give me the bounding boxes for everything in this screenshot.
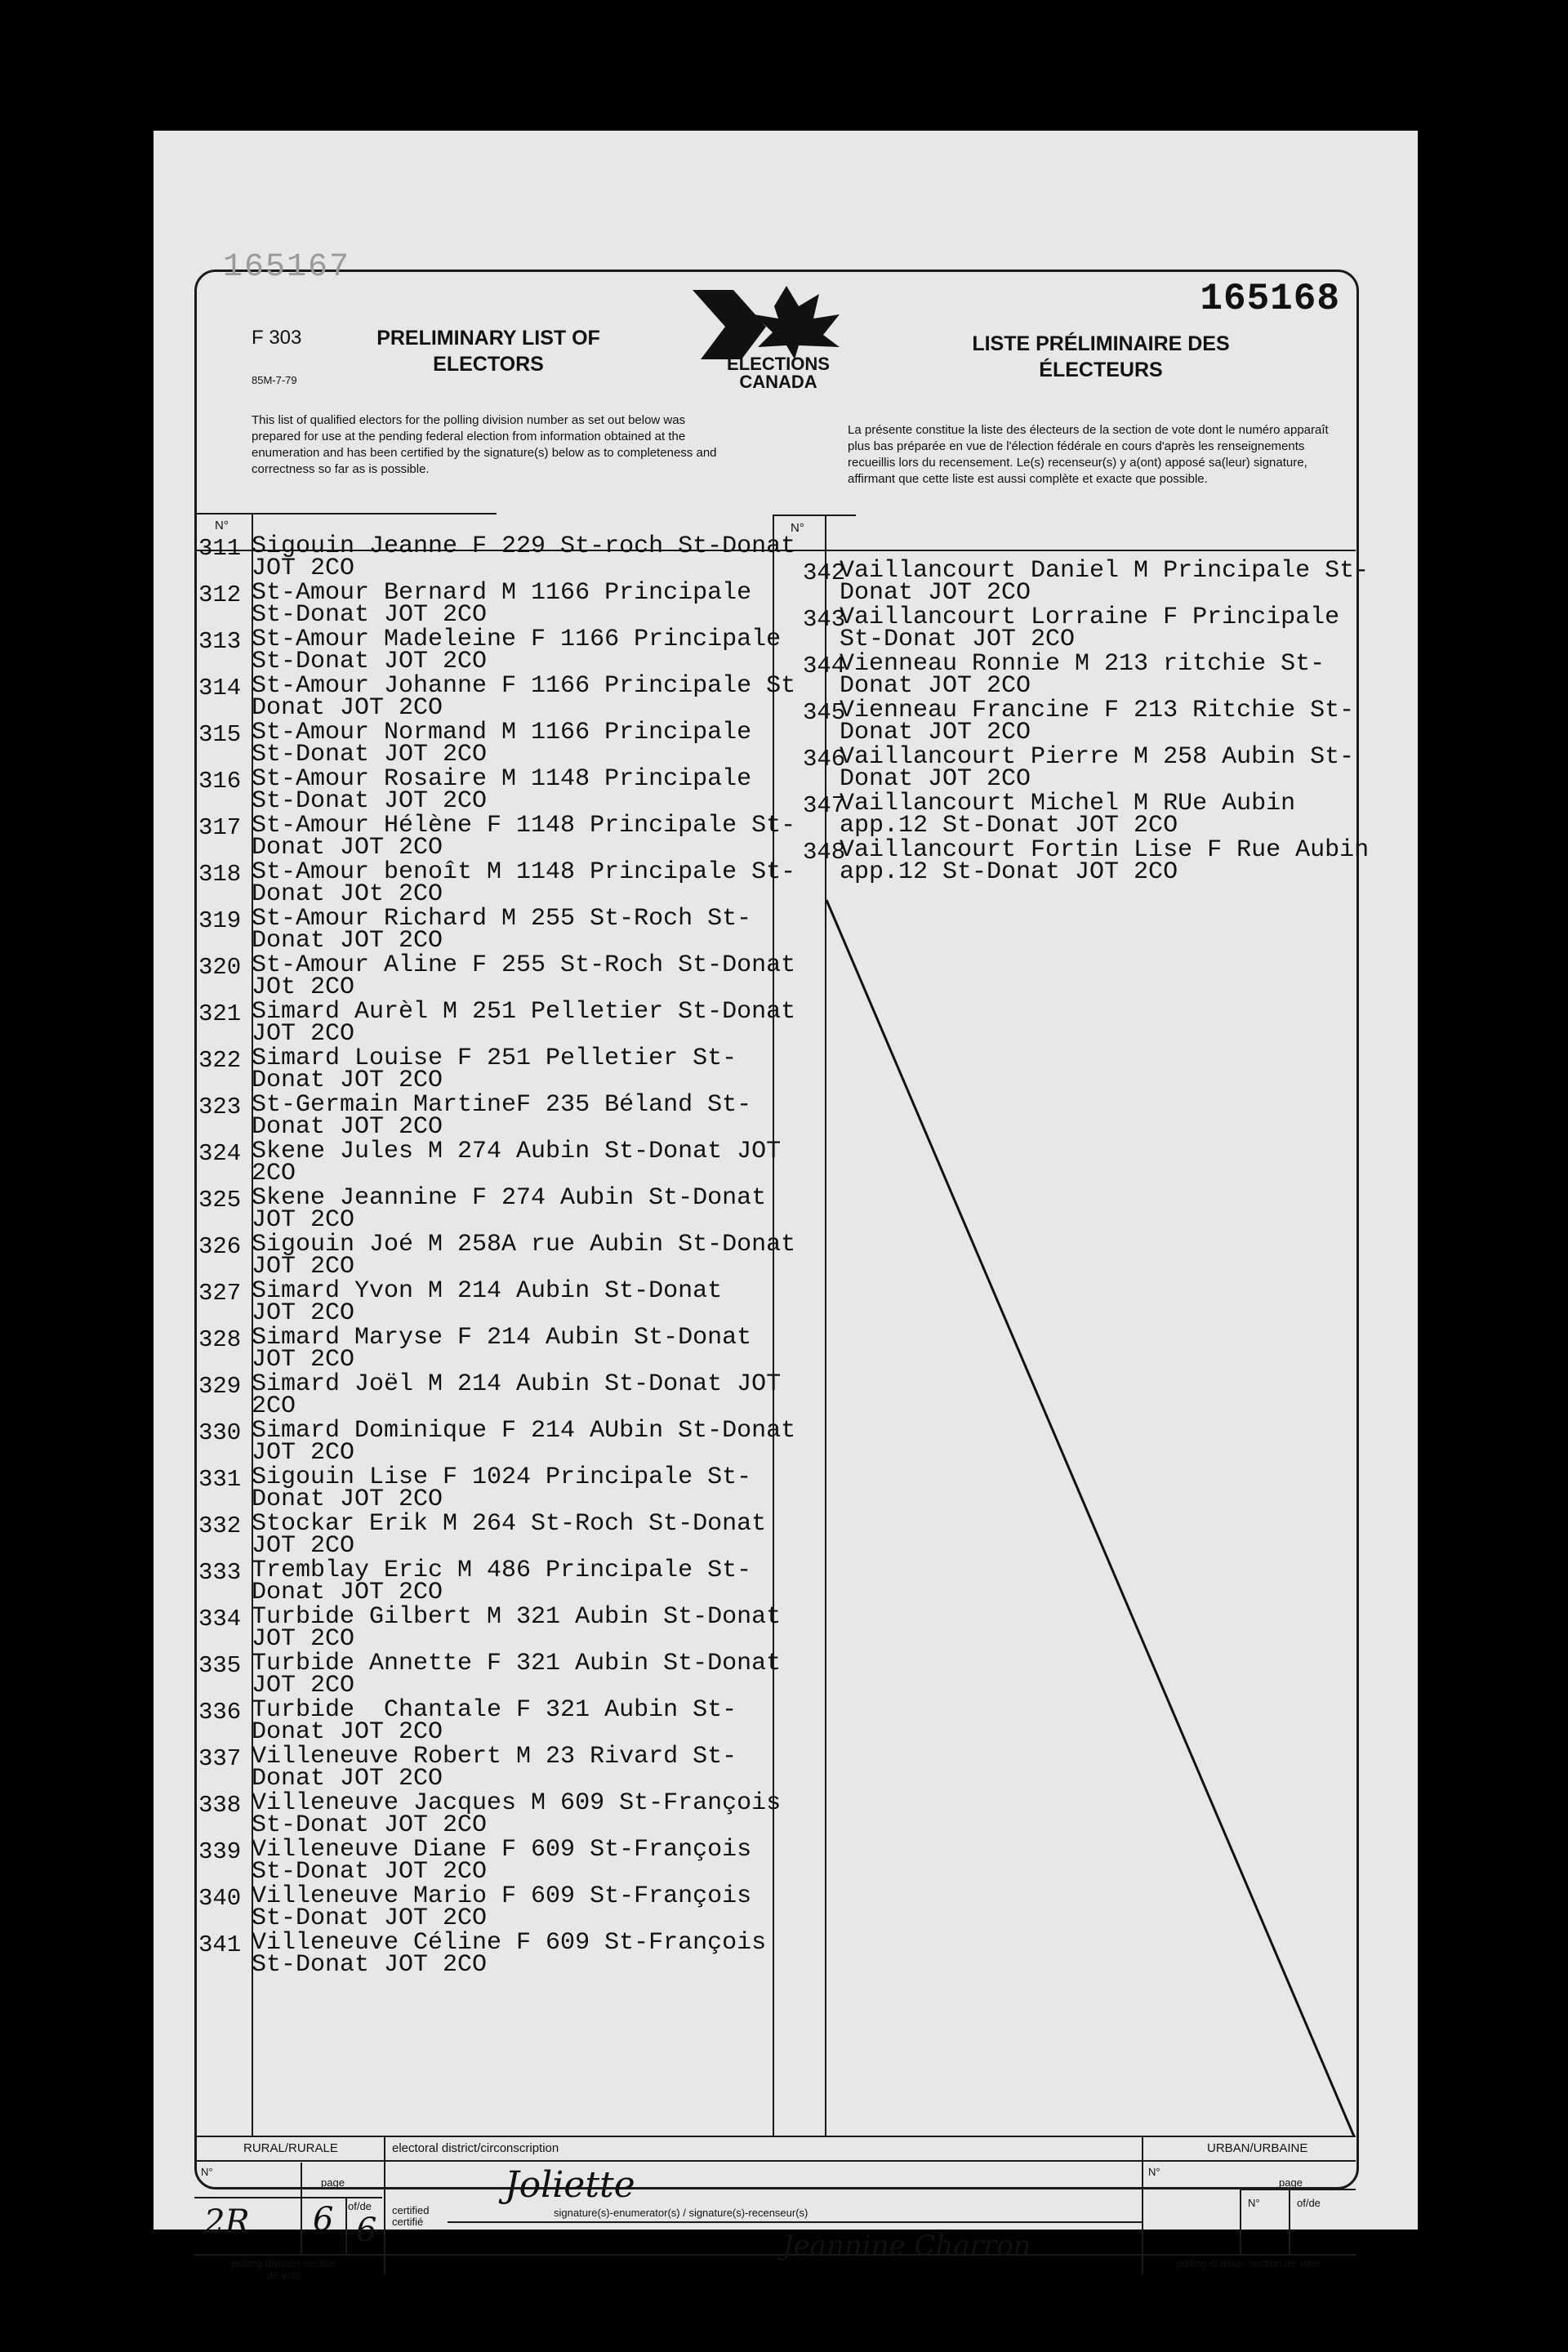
elector-line-2: Donat JOT 2CO xyxy=(840,672,1031,700)
rural-of-value: 6 xyxy=(356,2212,377,2249)
rural-polling-label: polling division section de vote xyxy=(231,2257,337,2281)
elector-line-1: St-Amour Bernard M 1166 Principale xyxy=(252,579,752,607)
entry-number: 348 xyxy=(803,839,846,866)
rural-number-value: 2R xyxy=(204,2203,250,2241)
footer-rule xyxy=(1142,2136,1143,2274)
elector-line-1: Villeneuve Diane F 609 St-François xyxy=(252,1836,752,1864)
district-label: electoral district/circonscription xyxy=(392,2141,559,2155)
elector-line-2: Donat JOT 2CO xyxy=(840,719,1031,746)
entry-number: 333 xyxy=(198,1559,242,1586)
strike-through-line xyxy=(825,898,1356,2140)
entry-number: 311 xyxy=(198,535,242,562)
elector-line-1: Villeneuve Mario F 609 St-François xyxy=(252,1882,752,1910)
urban-no-label: N° xyxy=(1148,2166,1160,2178)
elector-line-1: Sigouin Jeanne F 229 St-roch St-Donat xyxy=(252,532,796,560)
elector-line-2: St-Donat JOT 2CO xyxy=(252,1951,488,1979)
certified-label: certified certifié xyxy=(392,2204,430,2228)
entry-number: 323 xyxy=(198,1094,242,1120)
entry-number: 326 xyxy=(198,1233,242,1260)
elector-line-1: Stockar Erik M 264 St-Roch St-Donat xyxy=(252,1510,767,1538)
elector-line-2: St-Donat JOT 2CO xyxy=(252,1858,488,1886)
elector-line-2: Donat JOt 2CO xyxy=(252,880,443,908)
entry-number: 313 xyxy=(198,628,242,655)
elector-line-2: St-Donat JOT 2CO xyxy=(252,1811,488,1839)
number-column-header-right: N° xyxy=(791,521,804,535)
elector-line-1: St-Amour Madeleine F 1166 Principale xyxy=(252,626,782,653)
elector-line-1: Tremblay Eric M 486 Principale St- xyxy=(252,1557,752,1584)
elector-line-2: JOT 2CO xyxy=(252,555,355,582)
entry-number: 346 xyxy=(803,746,846,773)
footer-rule xyxy=(1142,2254,1356,2256)
entry-number: 339 xyxy=(198,1838,242,1865)
elector-line-1: St-Amour Johanne F 1166 Principale St xyxy=(252,672,796,700)
description-french: La présente constitue la liste des électeurs de la section de vote dont le numéro apparaît plus bas préparée en vue de l'élection fédérale en cours d'après les renseignements recueillis lors du recensement. Le(s) recenseur(s) y a(ont) apposé sa(leur) signature, affirmant que cette liste est aussi complète et exacte que possible. xyxy=(848,423,1329,486)
entry-number: 324 xyxy=(198,1140,242,1167)
urban-polling-label: polling division section de vote xyxy=(1176,2257,1320,2270)
elector-line-1: St-Amour Hélène F 1148 Principale St- xyxy=(252,812,796,840)
footer-rule xyxy=(194,2197,382,2198)
elector-line-1: Vaillancourt Pierre M 258 Aubin St- xyxy=(840,743,1355,771)
elector-line-2: JOT 2CO xyxy=(252,1532,355,1560)
entry-number: 340 xyxy=(198,1885,242,1912)
enumerator-signature: Jeannine Charron xyxy=(782,2230,1031,2262)
footer-rule xyxy=(1240,2189,1356,2190)
elector-line-2: Donat JOT 2CO xyxy=(252,1765,443,1793)
entry-number: 330 xyxy=(198,1419,242,1446)
elector-line-2: 2CO xyxy=(252,1392,296,1420)
entry-number: 331 xyxy=(198,1466,242,1493)
elector-line-2: St-Donat JOT 2CO xyxy=(252,601,488,629)
entry-number: 329 xyxy=(198,1373,242,1400)
elector-line-2: Donat JOT 2CO xyxy=(252,694,443,722)
elector-line-2: St-Donat JOT 2CO xyxy=(252,787,488,815)
footer-rule xyxy=(384,2136,385,2274)
elector-line-1: Vaillancourt Fortin Lise F Rue Aubin xyxy=(840,836,1370,864)
entry-number: 332 xyxy=(198,1512,242,1539)
elector-line-2: JOT 2CO xyxy=(252,1299,355,1327)
number-column-header: N° xyxy=(215,519,229,532)
elector-line-2: JOT 2CO xyxy=(252,1253,355,1281)
rule xyxy=(194,513,497,514)
entry-number: 317 xyxy=(198,814,242,841)
urban-of-label: of/de xyxy=(1297,2197,1321,2209)
elector-line-2: St-Donat JOT 2CO xyxy=(252,741,488,768)
elector-line-2: JOT 2CO xyxy=(252,1625,355,1653)
rural-page-label: page xyxy=(321,2176,345,2189)
rural-no-label: N° xyxy=(201,2166,213,2178)
rural-of-label: of/de xyxy=(348,2200,372,2212)
elector-line-1: Skene Jeannine F 274 Aubin St-Donat xyxy=(252,1184,767,1212)
rule xyxy=(774,514,856,516)
entry-number: 315 xyxy=(198,721,242,748)
serial-number: 165168 xyxy=(1200,278,1340,320)
entry-number: 337 xyxy=(198,1745,242,1772)
title-english: PRELIMINARY LIST OF ELECTORS xyxy=(376,327,600,376)
urban-label: URBAN/URBAINE xyxy=(1207,2141,1308,2155)
elector-line-1: Turbide Gilbert M 321 Aubin St-Donat xyxy=(252,1603,782,1631)
elector-line-2: St-Donat JOT 2CO xyxy=(252,648,488,675)
elector-line-1: Simard Yvon M 214 Aubin St-Donat xyxy=(252,1277,723,1305)
elector-line-2: Donat JOT 2CO xyxy=(252,1486,443,1513)
elector-line-1: St-Germain MartineF 235 Béland St- xyxy=(252,1091,752,1119)
entry-number: 341 xyxy=(198,1931,242,1958)
elector-line-1: Skene Jules M 274 Aubin St-Donat JOT xyxy=(252,1138,782,1165)
entry-number: 342 xyxy=(803,559,846,586)
footer-rule xyxy=(448,2221,1142,2223)
elector-line-1: Simard Maryse F 214 Aubin St-Donat xyxy=(252,1324,752,1352)
elector-line-2: Donat JOT 2CO xyxy=(252,927,443,955)
entry-number: 327 xyxy=(198,1280,242,1307)
title-french: LISTE PRÉLIMINAIRE DES ÉLECTEURS xyxy=(972,332,1230,381)
elector-line-1: Vienneau Francine F 213 Ritchie St- xyxy=(840,697,1355,724)
elector-line-1: Villeneuve Céline F 609 St-François xyxy=(252,1929,767,1957)
urban-no2-label: N° xyxy=(1248,2197,1260,2209)
rural-page-value: 6 xyxy=(313,2201,334,2238)
elector-line-1: Villeneuve Jacques M 609 St-François xyxy=(252,1789,782,1817)
logo-caption: ELECTIONS CANADA xyxy=(727,354,830,392)
elector-line-2: Donat JOT 2CO xyxy=(252,1579,443,1606)
entry-number: 335 xyxy=(198,1652,242,1679)
signature-label: signature(s)-enumerator(s) / signature(s)-recenseur(s) xyxy=(554,2207,808,2219)
entry-number: 320 xyxy=(198,954,242,981)
entry-number: 345 xyxy=(803,699,846,726)
elector-line-1: St-Amour Normand M 1166 Principale xyxy=(252,719,752,746)
form-number: F 303 xyxy=(252,327,302,349)
description-english: This list of qualified electors for the polling division number as set out below was prepared for use at the pending federal election from information obtained at the enumeration and has been certified by the signature(s) below as to completeness and correctness so far as is possible. xyxy=(252,413,717,476)
footer-rule xyxy=(1289,2189,1290,2254)
footer-rule xyxy=(301,2163,302,2254)
entry-number: 319 xyxy=(198,907,242,934)
faded-stamp-number: 165167 xyxy=(223,249,351,286)
footer-rule xyxy=(194,2160,1356,2162)
elector-line-2: JOT 2CO xyxy=(252,1020,355,1048)
elector-line-2: Donat JOT 2CO xyxy=(252,1067,443,1094)
elector-line-1: St-Amour Richard M 255 St-Roch St- xyxy=(252,905,752,933)
entry-number: 318 xyxy=(198,861,242,888)
elector-line-2: Donat JOT 2CO xyxy=(252,1113,443,1141)
elector-line-2: St-Donat JOT 2CO xyxy=(840,626,1076,653)
elector-line-1: Turbide Annette F 321 Aubin St-Donat xyxy=(252,1650,782,1677)
elector-line-1: Vaillancourt Lorraine F Principale xyxy=(840,604,1340,631)
footer-rule xyxy=(194,2136,1356,2137)
entry-number: 328 xyxy=(198,1326,242,1353)
district-value: Joliette xyxy=(505,2164,635,2206)
elector-line-2: 2CO xyxy=(252,1160,296,1187)
elector-line-1: Vienneau Ronnie M 213 ritchie St- xyxy=(840,650,1325,678)
document-sheet xyxy=(154,131,1418,2281)
entry-number: 325 xyxy=(198,1187,242,1214)
rural-label: RURAL/RURALE xyxy=(243,2141,338,2155)
elector-line-1: Vaillancourt Daniel M Principale St- xyxy=(840,557,1370,585)
elector-line-2: Donat JOT 2CO xyxy=(252,1718,443,1746)
form-code: 85M-7-79 xyxy=(252,374,297,386)
footer-rule xyxy=(345,2197,347,2254)
entry-number: 343 xyxy=(803,606,846,633)
elector-line-1: Turbide Chantale F 321 Aubin St- xyxy=(252,1696,737,1724)
elector-line-2: app.12 St-Donat JOT 2CO xyxy=(840,812,1178,840)
entry-number: 336 xyxy=(198,1699,242,1726)
entry-number: 322 xyxy=(198,1047,242,1074)
elector-line-2: app.12 St-Donat JOT 2CO xyxy=(840,858,1178,886)
entry-number: 312 xyxy=(198,581,242,608)
elector-line-2: St-Donat JOT 2CO xyxy=(252,1904,488,1932)
elector-line-1: St-Amour Rosaire M 1148 Principale xyxy=(252,765,752,793)
entry-number: 314 xyxy=(198,675,242,702)
entry-number: 344 xyxy=(803,653,846,679)
elector-line-2: JOT 2CO xyxy=(252,1439,355,1467)
footer-rule xyxy=(1240,2189,1241,2254)
entry-number: 316 xyxy=(198,768,242,795)
elector-line-2: Donat JOT 2CO xyxy=(840,765,1031,793)
elector-line-2: JOt 2CO xyxy=(252,973,355,1001)
entry-number: 338 xyxy=(198,1792,242,1819)
entry-number: 321 xyxy=(198,1000,242,1027)
elector-line-2: JOT 2CO xyxy=(252,1206,355,1234)
elector-line-2: Donat JOT 2CO xyxy=(252,834,443,862)
elector-line-2: Donat JOT 2CO xyxy=(840,579,1031,607)
elector-line-1: Villeneuve Robert M 23 Rivard St- xyxy=(252,1743,737,1771)
elector-line-1: Sigouin Lise F 1024 Principale St- xyxy=(252,1463,752,1491)
urban-page-label: page xyxy=(1279,2176,1303,2189)
column-rule xyxy=(773,514,774,2136)
elector-line-1: Vaillancourt Michel M RUe Aubin xyxy=(840,790,1296,817)
elector-line-2: JOT 2CO xyxy=(252,1346,355,1374)
elector-line-1: Simard Joël M 214 Aubin St-Donat JOT xyxy=(252,1370,782,1398)
elector-line-1: Simard Aurèl M 251 Pelletier St-Donat xyxy=(252,998,796,1026)
elector-line-1: St-Amour Aline F 255 St-Roch St-Donat xyxy=(252,951,796,979)
entry-number: 347 xyxy=(803,792,846,819)
elector-line-1: Sigouin Joé M 258A rue Aubin St-Donat xyxy=(252,1231,796,1258)
elector-line-1: Simard Louise F 251 Pelletier St- xyxy=(252,1045,737,1072)
elector-line-1: St-Amour benoît M 1148 Principale St- xyxy=(252,858,796,886)
elector-line-2: JOT 2CO xyxy=(252,1672,355,1699)
entry-number: 334 xyxy=(198,1606,242,1633)
elector-line-1: Simard Dominique F 214 AUbin St-Donat xyxy=(252,1417,796,1445)
